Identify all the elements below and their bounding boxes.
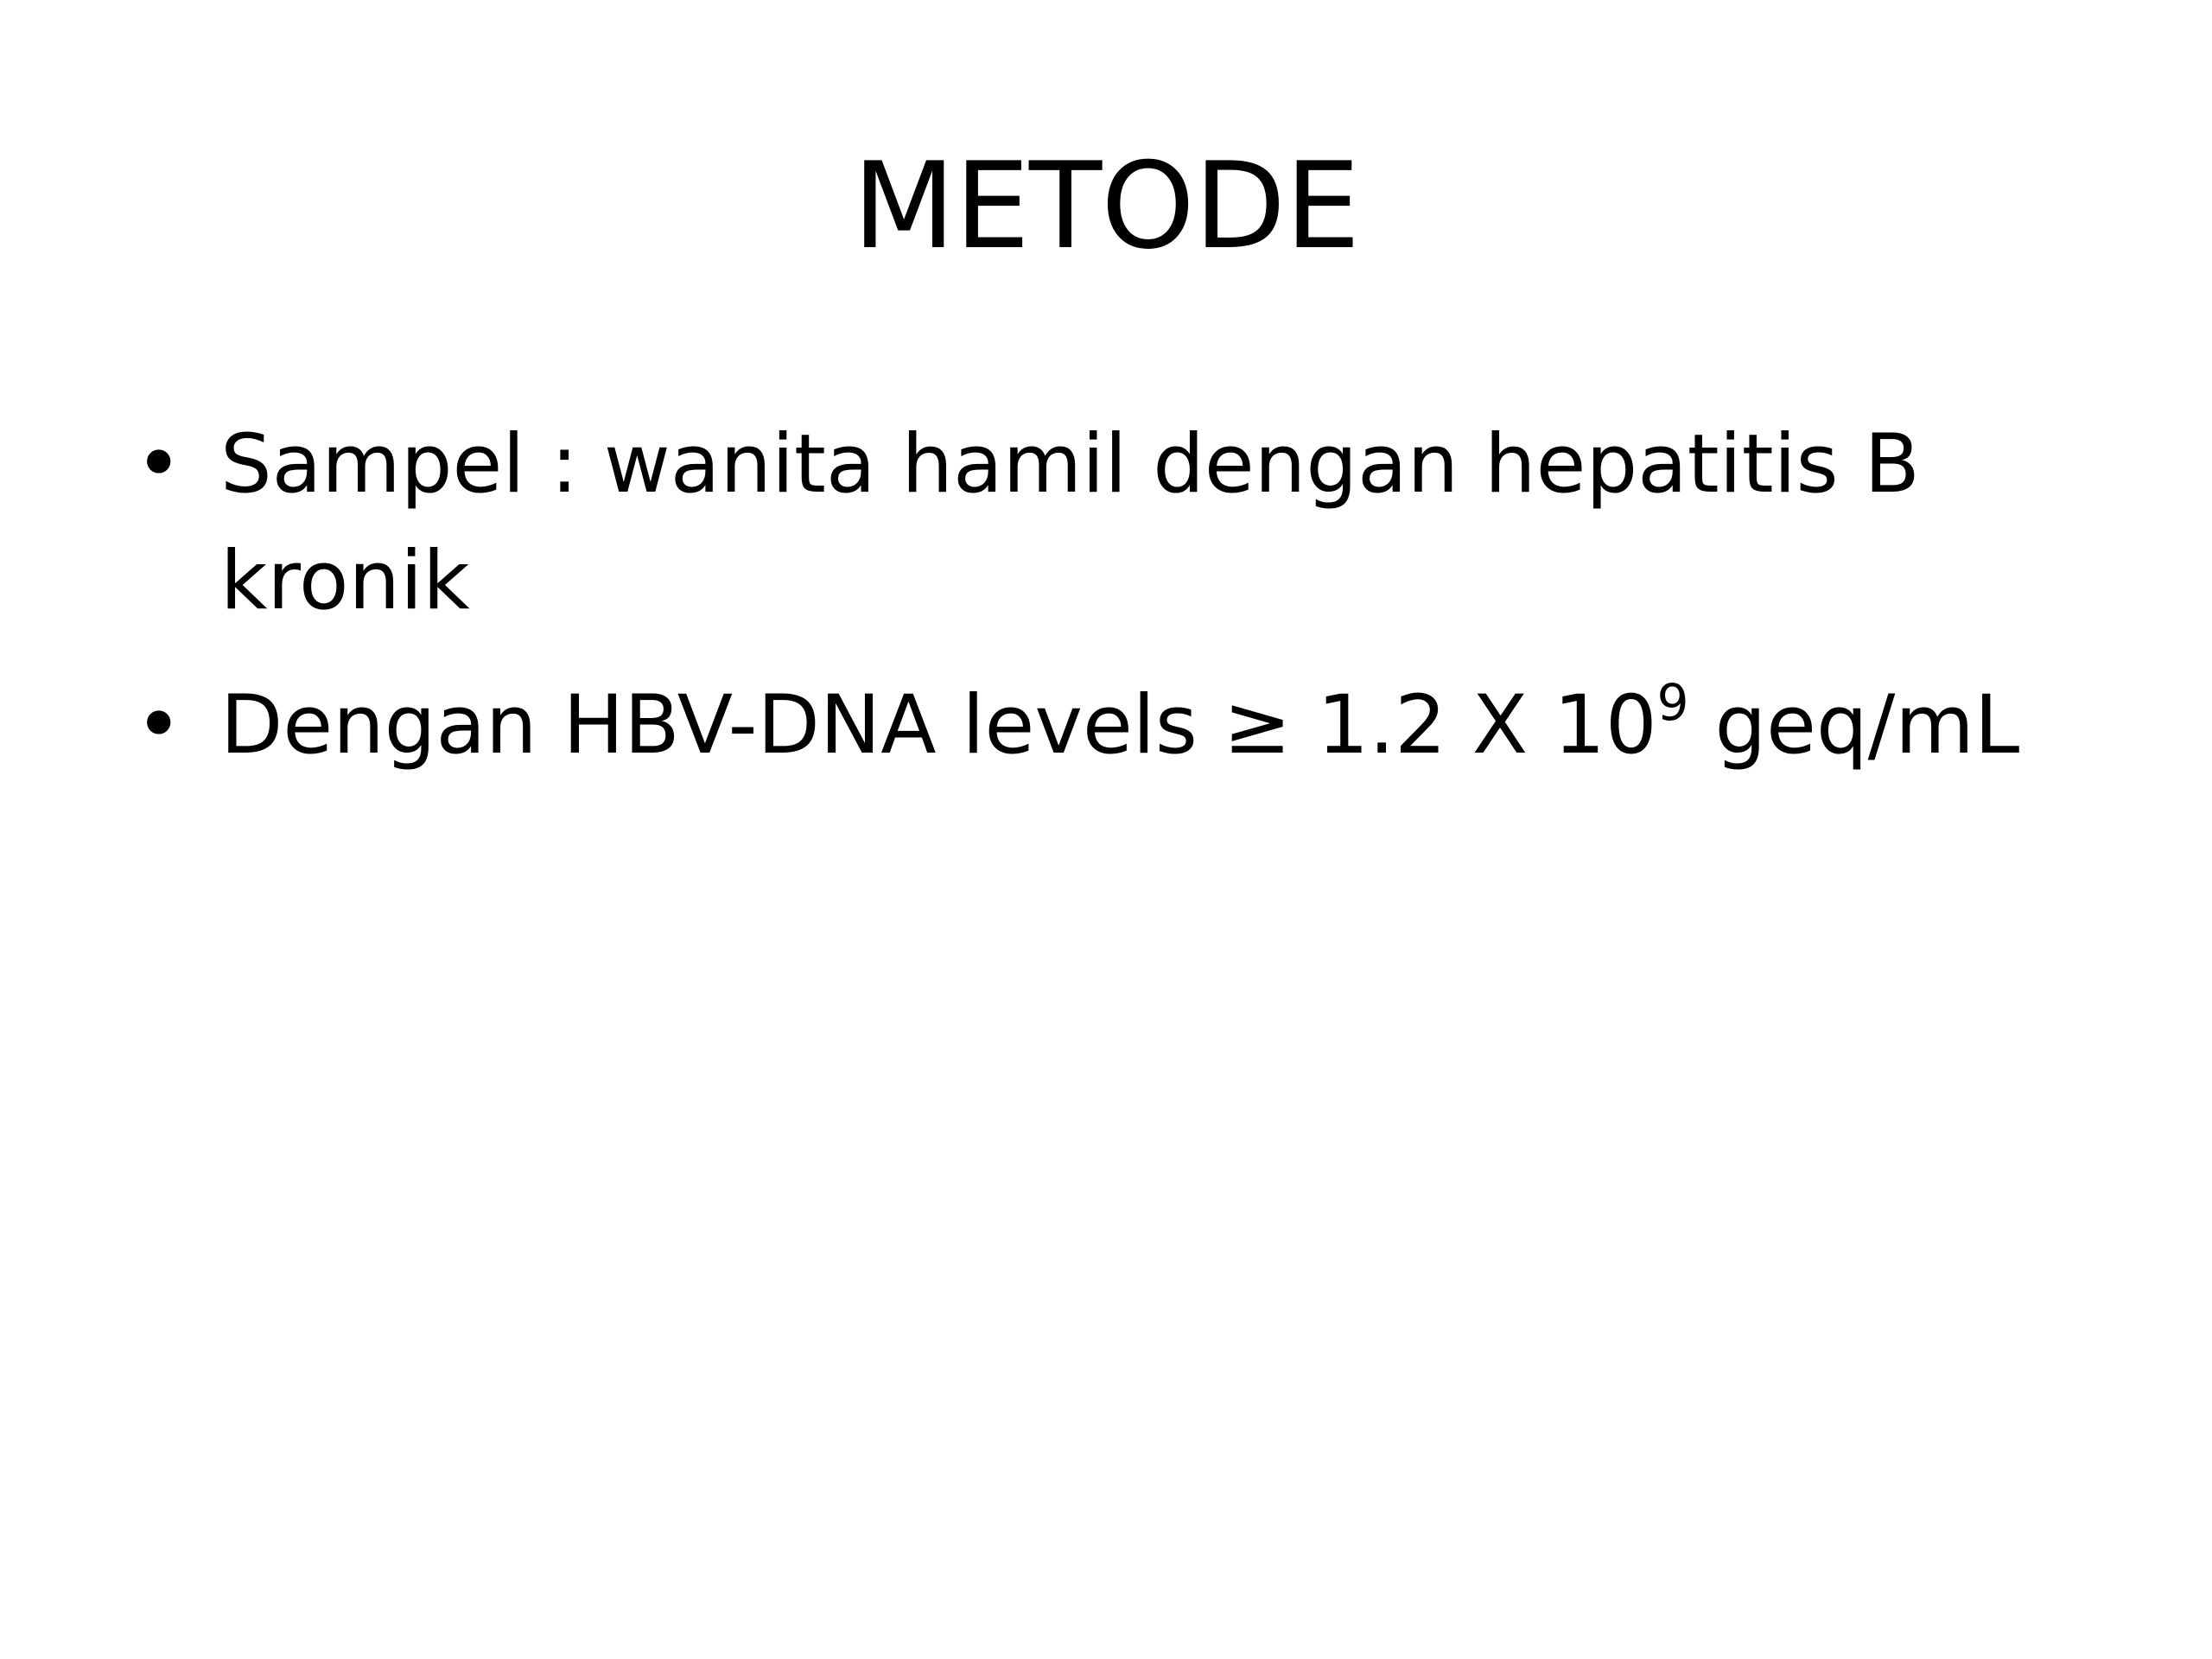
bullet-list [130,406,2117,811]
slide-title: METODE [852,137,1360,276]
bullet-icon: • [135,417,183,512]
bullet-hbv-exponent: 9 [1656,673,1689,732]
bullet-item-hbv-dna [130,667,2117,784]
bullet-item-sample [130,406,2117,639]
bullet-hbv-unit: geq/mL [1688,678,2020,772]
bullet-sample-line-1: Sampel : wanita hamil dengan hepatitis B [220,417,1921,512]
bullet-hbv-text: Dengan HBV-DNA levels ≥ 1.2 X 10 [220,678,1657,772]
bullet-icon: • [135,678,183,772]
bullet-sample-line-2: kronik [220,534,470,628]
